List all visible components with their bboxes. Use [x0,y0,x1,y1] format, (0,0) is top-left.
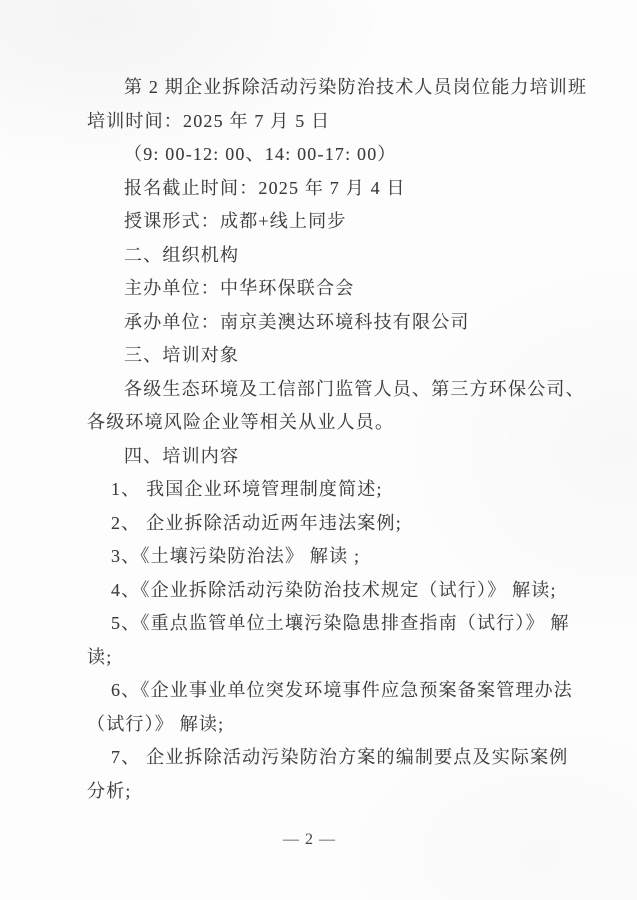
text-line: 四、培训内容 [124,445,240,466]
text-line: （试行）》 解读; [87,713,225,734]
text-line: 培训时间：2025 年 7 月 5 日 [87,110,331,131]
text-line: 3、《土壤污染防治法》 解读 ; [111,546,361,566]
text-line: 各级环境风险企业等相关从业人员。 [87,412,395,432]
text-line: 主办单位：中华环保联合会 [124,278,355,298]
text-line: 报名截止时间：2025 年 7 月 4 日 [124,177,406,198]
text-line: 第 2 期企业拆除活动污染防治技术人员岗位能力培训班 [124,77,588,97]
text-line: 三、培训对象 [124,345,240,365]
text-line: 2、 企业拆除活动近两年违法案例; [111,512,402,533]
text-line: 分析; [87,780,132,801]
text-line: 5、《重点监管单位土壤污染隐患排查指南（试行）》 解 [111,613,570,633]
text-line: 6、《企业事业单位突发环境事件应急预案备案管理办法 [111,680,573,700]
text-line: 各级生态环境及工信部门监管人员、第三方环保公司、 [124,378,585,399]
text-line: 1、 我国企业环境管理制度简述; [111,479,383,499]
text-line: 二、组织机构 [124,244,240,265]
text-line: 7、 企业拆除活动污染防治方案的编制要点及实际案例 [111,747,569,767]
text-line: 承办单位：南京美澳达环境科技有限公司 [124,311,470,332]
text-line: 读; [87,646,113,667]
text-line: 4、《企业拆除活动污染防治技术规定（试行）》 解读; [111,579,557,600]
page-number: — 2 — [283,831,336,848]
text-line: （9: 00-12: 00、14: 00-17: 00） [124,144,397,164]
text-line: 授课形式：成都+线上同步 [124,211,347,231]
